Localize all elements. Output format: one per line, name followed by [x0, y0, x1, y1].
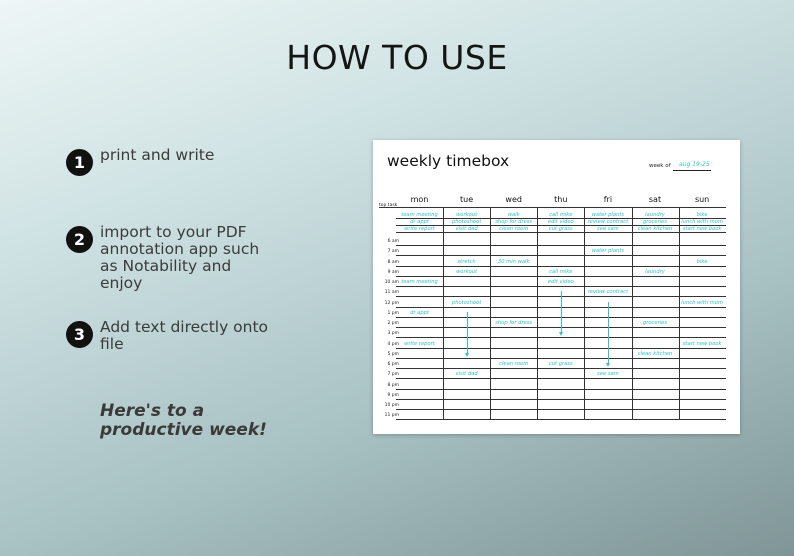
schedule-entry: clean kitchen [637, 350, 673, 357]
day-header: sun [694, 195, 710, 204]
step-1 [66, 146, 280, 176]
arrow-line [608, 302, 609, 364]
schedule-entry: lunch with mom [681, 299, 723, 306]
grid-line [396, 255, 726, 256]
grid-line [632, 207, 633, 419]
hour-label: 11 am [384, 290, 399, 296]
top-task-entry: start new book [682, 226, 722, 232]
planner-title: weekly timebox [387, 152, 510, 170]
hour-label: 8 am [387, 259, 399, 265]
hour-label: 9 am [387, 269, 399, 275]
hour-label: 7 am [387, 249, 399, 255]
schedule-entry: shop for dress [495, 320, 533, 326]
step-text: print and write [100, 146, 215, 164]
top-task-entry: shop for dress [495, 219, 533, 225]
schedule-entry: groceries [642, 320, 668, 326]
top-task-entry: water plants [591, 212, 625, 218]
schedule-entry: water plants [591, 248, 625, 255]
step-text: Add text directly onto file [100, 318, 269, 353]
day-header: fri [603, 195, 613, 204]
grid-line [396, 232, 726, 233]
schedule-entry: stretch [457, 258, 476, 265]
grid-line [396, 245, 726, 246]
tagline: Here's to a productive week! [100, 401, 267, 440]
schedule-entry: photoshoot [451, 299, 482, 306]
schedule-entry: clean room [499, 361, 529, 367]
top-task-entry: see sam [597, 226, 619, 232]
day-header: tue [460, 195, 474, 204]
grid-line [379, 207, 726, 208]
arrow-line [561, 291, 562, 332]
top-task-entry: call mike [549, 212, 573, 218]
grid-line [584, 207, 585, 419]
hour-label: 12 pm [384, 300, 399, 306]
grid-line [537, 207, 538, 419]
schedule-entry: edit video [547, 279, 574, 285]
step-2 [66, 223, 278, 292]
top-task-entry: workout [456, 212, 478, 218]
page-title: HOW TO USE [286, 38, 508, 77]
hour-label: 9 pm [387, 392, 399, 398]
arrow-head [606, 363, 610, 367]
arrow-head [465, 353, 469, 357]
hour-label: 1 pm [387, 310, 399, 316]
grid-line [396, 337, 726, 338]
day-header: sat [648, 195, 662, 204]
week-of-line [673, 170, 711, 171]
schedule-entry: see sam [597, 371, 619, 378]
top-task-entry: photoshoot [451, 219, 482, 225]
top-task-entry: clean room [499, 226, 529, 232]
top-task-label: top task [379, 203, 398, 208]
hour-label: 10 am [384, 280, 399, 285]
top-task-entry: groceries [642, 219, 668, 225]
grid-line [396, 286, 726, 287]
top-task-entry: laundry [645, 212, 665, 218]
grid-line [396, 368, 726, 369]
schedule-entry: call mike [549, 268, 573, 275]
top-task-entry: walk [507, 212, 520, 218]
grid-line [490, 207, 491, 419]
schedule-entry: team meeting [401, 279, 438, 285]
hour-label: 7 pm [387, 372, 399, 378]
day-header: mon [410, 195, 429, 204]
grid-line [396, 348, 726, 349]
step-3 [66, 318, 280, 353]
step-number-badge: 1 [66, 149, 93, 176]
day-header: wed [505, 195, 522, 204]
top-task-entry: team meeting [401, 212, 438, 218]
top-task-entry: dr appt [410, 219, 429, 225]
arrow-line [467, 312, 468, 353]
day-header: thu [554, 195, 568, 204]
top-task-entry: cut grass [548, 226, 573, 232]
grid-line [396, 266, 726, 267]
schedule-entry: start new book [682, 340, 722, 347]
hour-label: 4 pm [387, 341, 399, 347]
top-task-entry: write report [404, 226, 435, 232]
grid-line [443, 207, 444, 419]
hour-label: 6 am [387, 239, 399, 244]
schedule-entry: cut grass [548, 361, 573, 367]
schedule-entry: dr appt [410, 309, 429, 316]
hour-label: 11 pm [384, 413, 399, 419]
grid-line [396, 358, 726, 359]
hour-label: 3 pm [387, 331, 399, 337]
grid-line [396, 389, 726, 390]
arrow-head [559, 332, 563, 336]
schedule-entry: workout [456, 268, 478, 275]
schedule-entry: laundry [645, 268, 665, 275]
grid-line [679, 207, 680, 419]
grid-line [396, 399, 726, 400]
hour-label: 5 pm [387, 351, 399, 357]
planner-sheet [373, 140, 740, 434]
week-of-value: aug 19-25 [679, 161, 710, 168]
hour-label: 10 pm [384, 403, 399, 408]
grid-line [396, 276, 726, 277]
hour-label: 8 pm [387, 382, 399, 388]
grid-line [396, 409, 726, 410]
schedule-entry: visit dad [455, 371, 478, 378]
schedule-entry: write report [404, 340, 435, 347]
hour-label: 2 pm [387, 321, 399, 326]
top-task-entry: edit video [547, 219, 574, 225]
schedule-entry: bike [696, 258, 708, 265]
hour-label: 6 pm [387, 362, 399, 367]
top-task-entry: visit dad [455, 226, 478, 232]
top-task-entry: bike [696, 212, 708, 218]
step-number-badge: 2 [66, 226, 93, 253]
week-of-label: week of [649, 163, 671, 169]
top-task-entry: clean kitchen [637, 226, 673, 232]
grid-line [396, 378, 726, 379]
grid-line [396, 419, 726, 420]
top-task-entry: review contract [587, 219, 629, 225]
schedule-entry: review contract [587, 289, 629, 296]
step-text: import to your PDF annotation app such as Notability and enjoy [100, 223, 260, 292]
top-task-entry: lunch with mom [681, 219, 723, 225]
schedule-entry: 30 min walk [497, 258, 530, 265]
step-number-badge: 3 [66, 321, 93, 348]
